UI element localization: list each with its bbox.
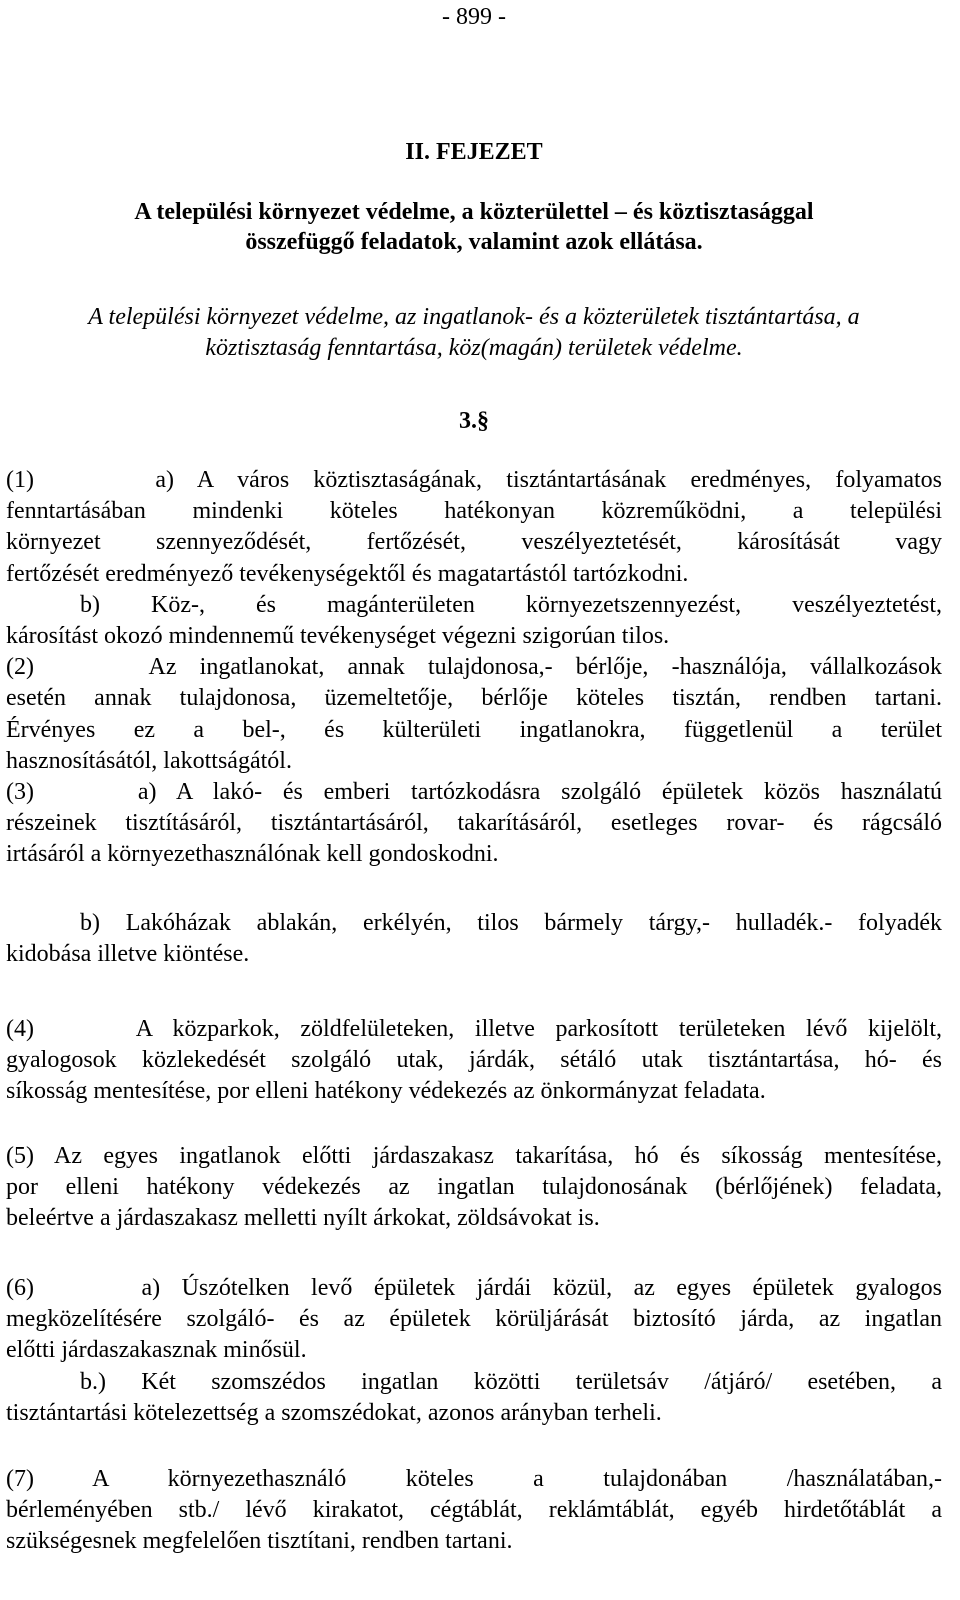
text-line: irtásáról a környezethasználónak kell gondoskodni. <box>6 841 499 868</box>
text-line: Érvényes ez a bel-, és külterületi ingatlanokra, függetlenül a terület <box>6 716 942 743</box>
text-line: b) Lakóházak ablakán, erkélyén, tilos bármely tárgy,- hulladék.- folyadék <box>80 910 942 936</box>
paragraph-block-4 <box>6 1014 942 1108</box>
text-line: hasznosításától, lakottságától. <box>6 747 292 774</box>
paragraph-block-6 <box>6 1273 942 1429</box>
paragraph-block-5 <box>6 1141 942 1235</box>
text-line: megközelítésére szolgáló- és az épületek körüljárását biztosító járda, az ingatlan <box>6 1306 942 1333</box>
paragraph-block-7 <box>6 1464 942 1558</box>
text-line: gyalogosok közlekedését szolgáló utak, járdák, sétáló utak tisztántartása, hó- és <box>6 1047 942 1074</box>
text-line: fenntartásában mindenki köteles hatékonyan közreműködni, a települési <box>6 498 942 525</box>
text-line: (2) Az ingatlanokat, annak tulajdonosa,- bérlője, -használója, vállalkozások <box>6 654 942 681</box>
text-line: (3) a) A lakó- és emberi tartózkodásra szolgáló épületek közös használatú <box>6 779 942 806</box>
page-number: - 899 - <box>442 4 506 30</box>
text-line: tisztántartási kötelezettség a szomszédokat, azonos arányban terheli. <box>6 1399 662 1426</box>
text-line: (1) a) A város köztisztaságának, tisztántartásának eredményes, folyamatos <box>6 467 942 493</box>
text-line: (5) Az egyes ingatlanok előtti járdaszakasz takarítása, hó és síkosság mentesítése, <box>6 1143 942 1169</box>
text-line: bérleményében stb./ lévő kirakatot, cégtáblát, reklámtáblát, egyéb hirdetőtáblát a <box>6 1497 942 1524</box>
text-line: síkosság mentesítése, por elleni hatékony védekezés az önkormányzat feladata. <box>6 1078 766 1105</box>
text-line: előtti járdaszakasznak minősül. <box>6 1337 307 1364</box>
chapter-title-line: összefüggő feladatok, valamint azok ellátása. <box>245 229 703 255</box>
text-line: fertőzését eredményező tevékenységektől és magatartástól tartózkodni. <box>6 560 689 587</box>
text-line: károsítást okozó mindennemű tevékenységet végezni szigorúan tilos. <box>6 623 670 650</box>
text-line: por elleni hatékony védekezés az ingatlan tulajdonosának (bérlőjének) feladata, <box>6 1174 942 1201</box>
chapter-subtitle <box>6 302 942 364</box>
text-line: (4) A közparkok, zöldfelületeken, illetve parkosított területeken lévő kijelölt, <box>6 1016 942 1042</box>
text-line: (6) a) Úszótelken levő épületek járdái közül, az egyes épületek gyalogos <box>6 1275 942 1301</box>
paragraph-block-3b <box>6 908 942 970</box>
text-line: szükségesnek megfelelően tisztítani, rendben tartani. <box>6 1528 513 1555</box>
chapter-subtitle-line: A települési környezet védelme, az ingatlanok- és a közterületek tisztántartása, a <box>88 304 860 330</box>
chapter-heading: II. FEJEZET <box>405 139 543 165</box>
text-line: esetén annak tulajdonosa, üzemeltetője, bérlője köteles tisztán, rendben tartani. <box>6 685 942 712</box>
text-line: b.) Két szomszédos ingatlan közötti területsáv /átjáró/ esetében, a <box>80 1368 942 1395</box>
text-line: (7) A környezethasználó köteles a tulajdonában /használatában,- <box>6 1466 942 1492</box>
paragraph-block-1-3 <box>6 465 942 871</box>
text-line: b) Köz-, és magánterületen környezetszennyezést, veszélyeztetést, <box>80 591 942 618</box>
text-line: kidobása illetve kiöntése. <box>6 941 250 968</box>
text-line: környezet szennyeződését, fertőzését, veszélyeztetését, károsítását vagy <box>6 529 942 556</box>
chapter-title-line: A települési környezet védelme, a közterülettel – és köztisztasággal <box>134 199 814 225</box>
chapter-subtitle-line: köztisztaság fenntartása, köz(magán) területek védelme. <box>205 335 743 361</box>
text-line: beleértve a járdaszakasz melletti nyílt árkokat, zöldsávokat is. <box>6 1205 600 1232</box>
section-heading: 3.§ <box>459 408 489 434</box>
text-line: részeinek tisztításáról, tisztántartásáról, takarításáról, esetleges rovar- és rágcsáló <box>6 810 942 837</box>
chapter-title <box>6 197 942 257</box>
